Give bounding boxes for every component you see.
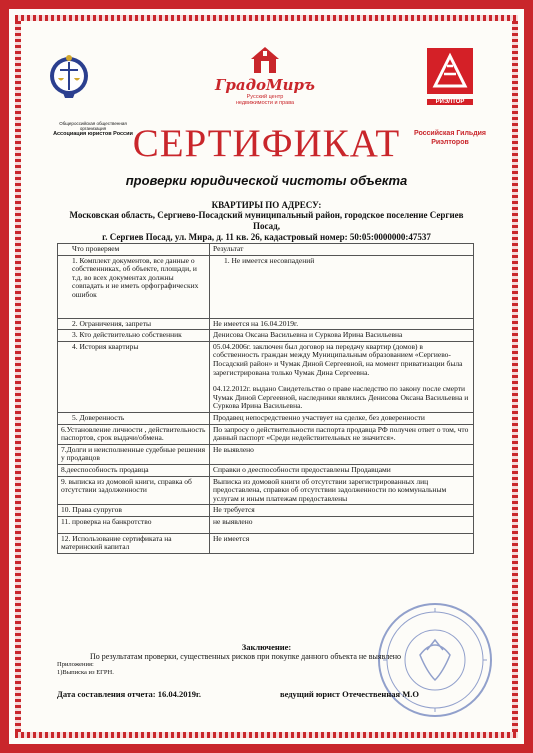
row-check: Комплект документов, все данные о собственниках, об объекте, площади, и т.д. во всех документах должны совпадать и не иметь орфографических ошибок — [72, 255, 199, 299]
row-result: 05.04.2006г. заключен был договор на передачу квартир (домов) в собственность граждан между Муниципальным образованием «Сергиево-Посадский район» и Чумак Диной Сергеевной, на момент приватизации была зарегистрирована только Чумак Дина Сергеевна. — [213, 341, 463, 377]
row-result-extra: 04.12.2012г. выдано Свидетельство о праве наследство по закону после смерти Чумак Диной Сергеевной, наследники являлись Денисова Оксана Васильевна и Суркова Ирина Васильевна. — [213, 384, 469, 411]
row-result: Не выявлено — [210, 444, 474, 464]
row-num: 8. — [61, 464, 67, 474]
row-result: Выписка из домовой книги об отсутствии зарегистрированных лиц предоставлена, справки об отсутствии задолженности по коммунальным услугам и иным платежам предоставлены — [210, 476, 474, 505]
gradomir-sub2: недвижимости и права — [235, 100, 295, 106]
realtor-badge-label: РИЭЛТОР — [427, 99, 473, 105]
row-num: 4. — [72, 341, 78, 351]
report-date: Дата составления отчета: 16.04.2019г. — [57, 689, 202, 699]
table-row — [58, 516, 474, 533]
table-row — [58, 330, 474, 342]
address-heading: КВАРТИРЫ ПО АДРЕСУ: — [211, 200, 322, 210]
guild-name-line2: Риэлторов — [431, 139, 469, 146]
address-line-1: Московская область, Сергиево-Посадский муниципальный район, городское поселение Сергиев Посад, — [69, 210, 464, 231]
row-check: История квартиры — [79, 341, 139, 351]
row-num: 3. — [72, 330, 78, 340]
table-row — [58, 255, 474, 318]
row-result: Не имеется на 16.04.2019г. — [210, 318, 474, 330]
row-num: 5. — [72, 412, 78, 422]
header-col-result: Результат — [210, 244, 474, 256]
attachments — [57, 661, 114, 676]
lawyers-org-name: Ассоциация юристов России — [53, 131, 133, 137]
row-result: Не требуется — [210, 505, 474, 517]
row-result: Денисова Оксана Васильевна и Суркова Ирина Васильевна — [210, 330, 474, 342]
page-title: СЕРТИФИКАТ — [132, 122, 401, 165]
lawyers-org-type: Общероссийская общественная организация — [59, 121, 127, 131]
table-row — [58, 505, 474, 517]
house-logo-icon — [248, 45, 282, 75]
address-block — [55, 210, 478, 243]
row-num: 7. — [61, 444, 67, 454]
signer-name: ведущий юрист Отечественная М.О — [280, 689, 419, 699]
scales-emblem-icon — [48, 50, 90, 102]
row-num: 10. — [61, 505, 71, 515]
row-check: Права супругов — [72, 505, 122, 515]
row-check: проверка на банкротство — [71, 516, 152, 526]
rgr-logo-icon — [427, 48, 473, 94]
conclusion-text: По результатам проверки, существенных рисков при покупке данного объекта не выявлено — [90, 652, 402, 661]
row-num: 12. — [61, 533, 71, 543]
row-check: Использование сертификата на материнский капитал — [61, 533, 172, 552]
table-row — [58, 412, 474, 424]
row-result: не выявлено — [210, 516, 474, 533]
check-results-table — [57, 243, 474, 554]
table-row — [58, 424, 474, 444]
header-col-check: Что проверяем — [58, 244, 210, 256]
row-check: Долги и неисполненные судебные решения у продавцов — [61, 444, 206, 463]
row-check: Кто действительно собственник — [79, 330, 182, 340]
attachment-label: Приложения: — [57, 661, 94, 668]
row-result: Не имеется — [210, 533, 474, 553]
row-result: 1. Не имеется несовпадений — [210, 255, 474, 318]
gradomir-name: ГрадоМиръ — [215, 76, 315, 94]
row-result: По запросу о действительности паспорта продавца РФ получен ответ о том, что данный паспорт «Среди недействительных не значится». — [210, 424, 474, 444]
table-row — [58, 341, 474, 412]
address-line-2: г. Сергиев Посад, ул. Мира, д. 11 кв. 26, кадастровый номер: 50:05:0000000:47537 — [102, 232, 431, 242]
row-num: 11. — [61, 516, 71, 526]
row-check: Установление личности , действительность паспортов, срок выдачи/обмена. — [61, 424, 206, 443]
row-result: Продавец непосредственно участвует на сделке, без доверенности — [210, 412, 474, 424]
table-row — [58, 476, 474, 505]
guild-name-line1: Российская Гильдия — [413, 130, 487, 137]
row-num: 9. — [61, 476, 67, 486]
table-header-row — [58, 244, 474, 256]
attachment-item: 1)Выписка из ЕГРН. — [57, 668, 114, 676]
table-row — [58, 318, 474, 330]
row-num: 1. — [72, 255, 78, 265]
table-row — [58, 444, 474, 464]
gradomir-logo — [215, 45, 315, 106]
row-check: дееспособность продавца — [66, 464, 149, 474]
table-row — [58, 533, 474, 553]
row-check: выписка из домовой книги, справка об отсутствии задолженности — [61, 476, 192, 495]
row-check: Ограничения, запреты — [79, 318, 152, 328]
row-num: 6. — [61, 424, 67, 434]
gradomir-sub1: Русский центр — [246, 94, 284, 100]
conclusion-heading: Заключение: — [241, 642, 292, 652]
row-result: Справки о дееспособности предоставлены Продавцами — [210, 464, 474, 476]
row-num: 2. — [72, 318, 78, 328]
table-row — [58, 464, 474, 476]
row-check: Доверенность — [79, 412, 125, 422]
page-subtitle: проверки юридической чистоты объекта — [125, 173, 408, 188]
